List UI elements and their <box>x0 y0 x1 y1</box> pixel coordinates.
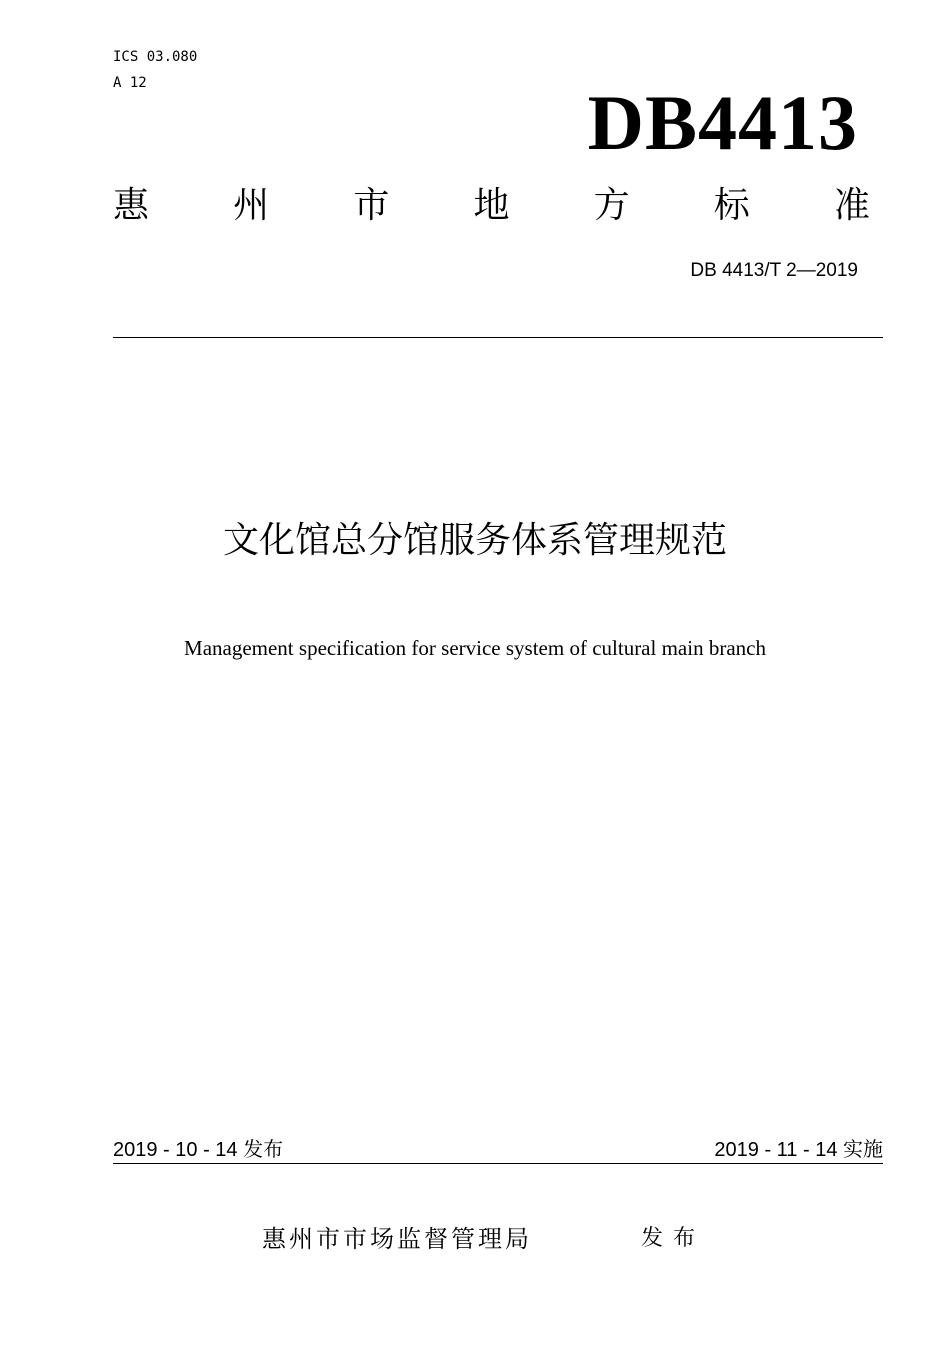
implementation-date: 2019 - 11 - 14 实施 <box>714 1139 883 1161</box>
standard-kind-char: 惠 <box>113 185 150 226</box>
standard-code: DB4413 <box>587 79 858 166</box>
standard-kind-char: 方 <box>593 185 630 226</box>
header-divider <box>113 337 883 338</box>
standard-kind-char: 准 <box>833 185 870 226</box>
document-title: 文化馆总分馆服务体系管理规范 <box>222 520 727 561</box>
standard-kind-char: 州 <box>233 185 270 226</box>
ccs-code: A 12 <box>113 75 147 91</box>
standard-kind-char: 标 <box>713 185 750 226</box>
standard-kind-char: 地 <box>473 185 510 226</box>
footer-divider <box>113 1163 883 1164</box>
standard-kind-char: 市 <box>353 185 390 226</box>
standard-kind <box>113 183 870 229</box>
ics-code: ICS 03.080 <box>113 49 198 65</box>
issuing-organization: 惠州市市场监督管理局 <box>262 1225 532 1253</box>
document-english-title: Management specification for service system of cultural main branch <box>184 636 766 660</box>
issue-date: 2019 - 10 - 14 发布 <box>113 1139 284 1161</box>
publish-label: 发布 <box>641 1226 706 1251</box>
document-number: DB 4413/T 2—2019 <box>690 260 858 281</box>
